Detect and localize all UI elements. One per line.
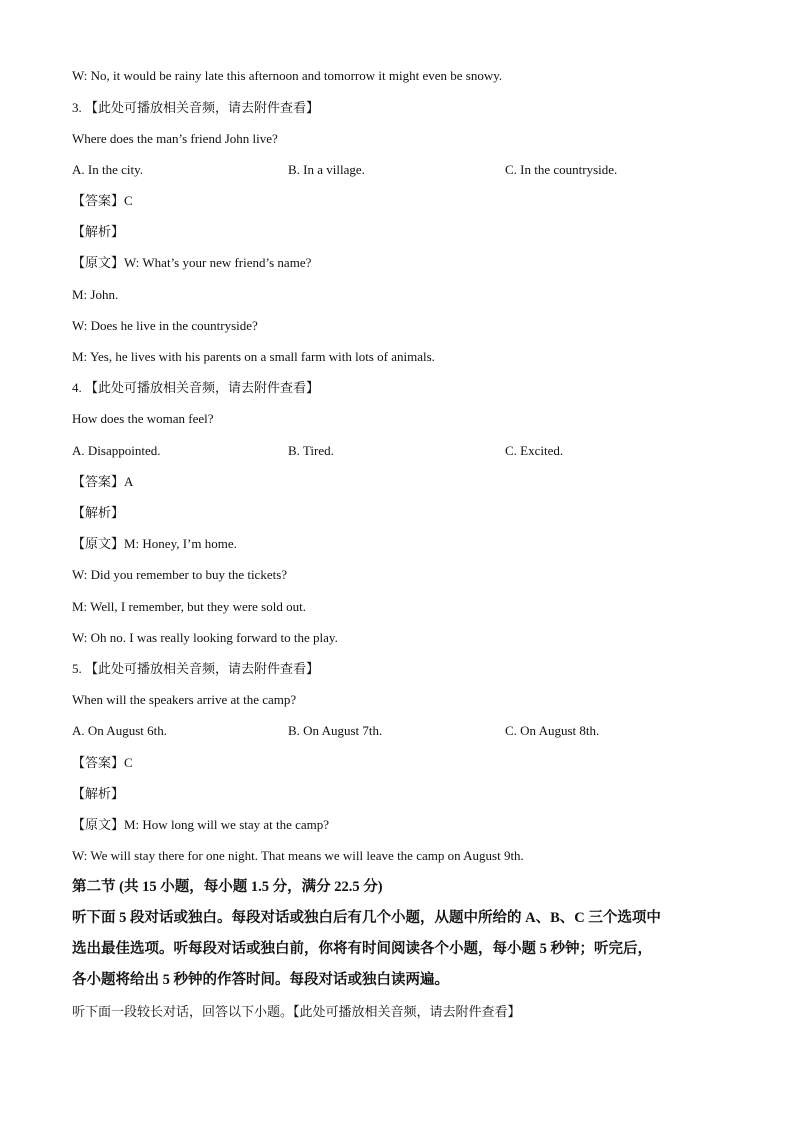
section-instructions: 选出最佳选项。听每段对话或独白前，你将有时间阅读各个小题，每小题 5 秒钟；听完后， xyxy=(72,941,652,957)
dialogue-line: W: No, it would be rainy late this afternoon and tomorrow it might even be snowy. xyxy=(72,68,503,83)
question-text-5: When will the speakers arrive at the camp? xyxy=(72,692,297,707)
option-b: B. Tired. xyxy=(288,443,334,458)
option-c: C. In the countryside. xyxy=(505,162,618,177)
question-number-4: 4. 【此处可播放相关音频，请去附件查看】 xyxy=(72,380,320,395)
option-a: A. In the city. xyxy=(72,162,143,177)
option-b: B. In a village. xyxy=(288,162,365,177)
analysis-label: 【解析】 xyxy=(72,224,125,239)
dialogue-lead: 听下面一段较长对话，回答以下小题。【此处可播放相关音频，请去附件查看】 xyxy=(72,1004,521,1019)
question-number-5: 5. 【此处可播放相关音频，请去附件查看】 xyxy=(72,661,320,676)
transcript-line: 【原文】W: What’s your new friend’s name? xyxy=(72,255,312,270)
transcript-line: M: John. xyxy=(72,287,119,302)
option-a: A. On August 6th. xyxy=(72,723,167,738)
answer-label: 【答案】A xyxy=(72,474,134,489)
transcript-line: M: Well, I remember, but they were sold out. xyxy=(72,599,306,614)
analysis-label: 【解析】 xyxy=(72,505,125,520)
section-heading: 第二节 (共 15 小题，每小题 1.5 分，满分 22.5 分) xyxy=(72,879,383,895)
transcript-line: 【原文】M: Honey, I’m home. xyxy=(72,536,237,551)
transcript-line: W: Oh no. I was really looking forward to the play. xyxy=(72,630,338,645)
transcript-line: 【原文】M: How long will we stay at the camp? xyxy=(72,817,330,832)
section-instructions: 各小题将给出 5 秒钟的作答时间。每段对话或独白读两遍。 xyxy=(72,972,449,988)
question-text-4: How does the woman feel? xyxy=(72,411,214,426)
question-number-3: 3. 【此处可播放相关音频，请去附件查看】 xyxy=(72,100,320,115)
option-c: C. On August 8th. xyxy=(505,723,600,738)
option-b: B. On August 7th. xyxy=(288,723,383,738)
transcript-line: M: Yes, he lives with his parents on a small farm with lots of animals. xyxy=(72,349,435,364)
option-c: C. Excited. xyxy=(505,443,564,458)
transcript-line: W: Did you remember to buy the tickets? xyxy=(72,567,288,582)
question-text-3: Where does the man’s friend John live? xyxy=(72,131,278,146)
transcript-line: W: We will stay there for one night. That means we will leave the camp on August 9th. xyxy=(72,848,524,863)
answer-label: 【答案】C xyxy=(72,755,133,770)
answer-label: 【答案】C xyxy=(72,193,133,208)
section-instructions: 听下面 5 段对话或独白。每段对话或独白后有几个小题，从题中所给的 A、B、C 三个选项中 xyxy=(72,910,661,926)
analysis-label: 【解析】 xyxy=(72,786,125,801)
transcript-line: W: Does he live in the countryside? xyxy=(72,318,258,333)
option-a: A. Disappointed. xyxy=(72,443,161,458)
